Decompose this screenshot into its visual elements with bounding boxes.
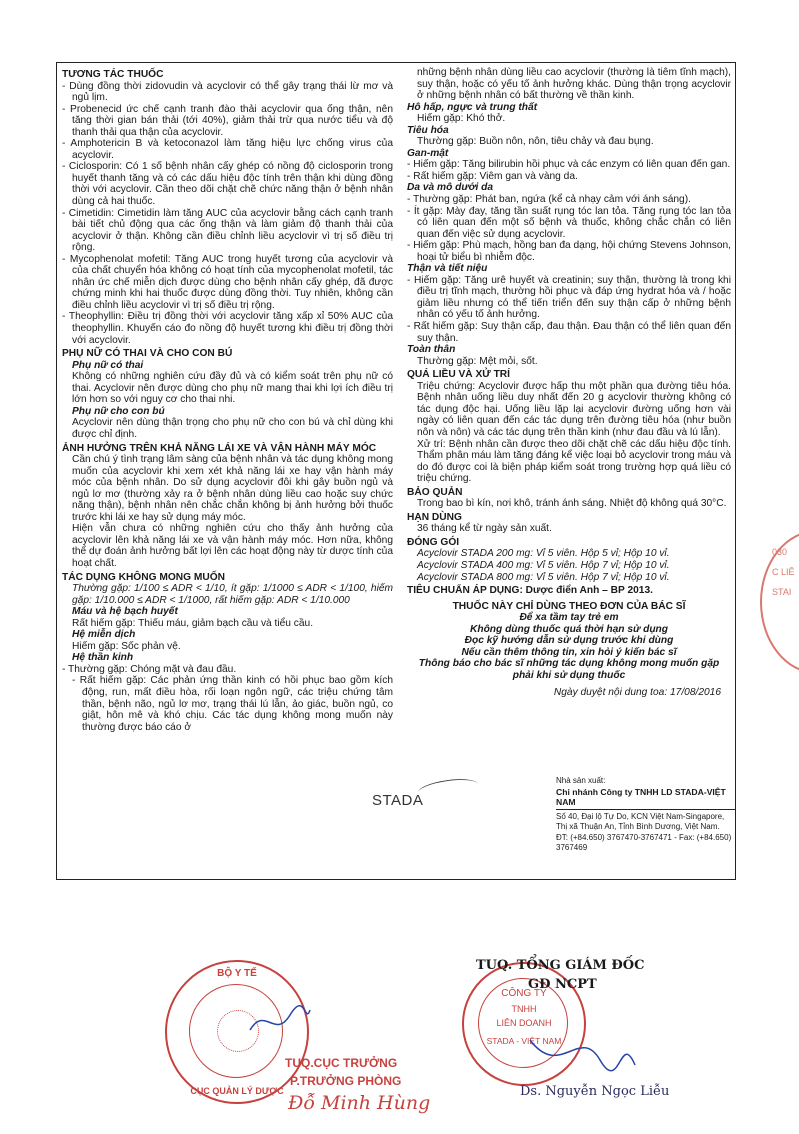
interaction-item: - Amphotericin B và ketoconazol làm tăng hiệu lực chống virus của acyclovir. <box>62 138 393 161</box>
kidney-text: - Hiếm gặp: Tăng urê huyết và creatinin; suy thận, thường là trong khi điều trị tĩnh mạch, thường hồi phục và đáp ứng hydrat hóa và / hoặc giảm liều nhưng có thể tiến triển đến suy thận cấp ở những bệnh nhân có yếu tố ảnh hưởng. <box>407 274 731 321</box>
skin-subheading: Da và mô dưới da <box>407 182 494 194</box>
skin-text: - Ít gặp: Mày đay, tăng tần suất rụng tóc lan tỏa. Tăng rụng tóc lan tỏa có liên quan đến một số bệnh và thuốc, không chắc chắn có liên quan đến việc sử dụng acyclovir. <box>407 205 731 240</box>
approval-date: Ngày duyệt nội dung toa: 17/08/2016 <box>553 687 721 699</box>
liver-text: - Rất hiếm gặp: Viêm gan và vàng da. <box>407 170 578 182</box>
signature-scribble-left <box>245 1000 315 1040</box>
expiry-text: 36 tháng kể từ ngày sản xuất. <box>417 523 552 535</box>
driving-text: Cần chú ý tình trạng lâm sàng của bệnh nhân và tác dụng không mong muốn của acyclovir khi xem xét khả năng lái xe hay vận hành máy móc của bệnh nhân. Do sử dụng acyclovir đôi khi gây buồn ngủ và ngủ lơ mơ (thường xảy ra ở bệnh nhân dùng liều cao hoặc suy chức năng thận), bệnh nhân nên chắc chắn không bị ảnh hưởng bởi thuốc trước khi lái xe hay sử dụng máy móc. <box>72 454 393 523</box>
packaging-item: Acyclovir STADA 400 mg: Vỉ 5 viên. Hộp 7 vỉ; Hộp 10 vỉ. <box>417 559 670 571</box>
right-signatory-title: TUQ. TỔNG GIÁM ĐỐC <box>476 958 645 973</box>
edge-stamp <box>760 530 799 674</box>
gi-text: Thường gặp: Buồn nôn, nôn, tiêu chảy và đau bụng. <box>417 136 654 148</box>
left-signatory-title: P.TRƯỞNG PHÒNG <box>290 1074 402 1088</box>
warning-line: Nếu cần thêm thông tin, xin hỏi ý kiến bác sĩ <box>461 646 677 658</box>
storage-text: Trong bao bì kín, nơi khô, tránh ánh sáng. Nhiệt độ không quá 30°C. <box>417 498 727 510</box>
interactions-heading: TƯƠNG TÁC THUỐC <box>62 69 164 80</box>
pregnancy-text: Không có những nghiên cứu đầy đủ và có kiểm soát trên phụ nữ có thai. Acyclovir nên được dùng cho phụ nữ mang thai khi lợi ích điều trị lớn hơn so với nguy cơ cho thai nhi. <box>72 371 393 406</box>
overdose-symptoms: Triệu chứng: Acyclovir được hấp thu một phần qua đường tiêu hóa. Bệnh nhân uống liều duy nhất đến 20 g acyclovir thường không có tác dụng độc hại. Uống liều lặp lại acyclovir đường uống hơn vài ngày có liên quan đến các tác dụng trên đường tiêu hóa (như buồn nôn và nôn) và các tác dụng trên thần kinh (như đau đầu và lú lẫn). <box>417 380 731 438</box>
manufacturer-phone: ĐT: (+84.650) 3767470-3767471 - Fax: (+84.650) 3767469 <box>556 832 732 852</box>
manufacturer-name: Chi nhánh Công ty TNHH LD STADA-VIỆT NAM <box>556 787 736 810</box>
packaging-heading: ĐÓNG GÓI <box>407 536 460 548</box>
right-column <box>407 67 731 699</box>
adverse-frequency: Thường gặp: 1/100 ≤ ADR < 1/10, ít gặp: 1/1000 ≤ ADR < 1/100, hiếm gặp: 1/10.000 ≤ ADR < 1/1000, rất hiếm gặp: ADR < 1/10.000 <box>72 583 393 606</box>
warning-line: Đọc kỹ hướng dẫn sử dụng trước khi dùng <box>464 635 674 647</box>
blood-text: Rất hiếm gặp: Thiếu máu, giảm bạch cầu và tiểu cầu. <box>72 617 314 629</box>
warning-line: Để xa tầm tay trẻ em <box>519 612 619 624</box>
driving-text: Hiện vẫn chưa có những nghiên cứu cho thấy ảnh hưởng của acyclovir lên khả năng lái xe và vận hành máy móc. Hơn nữa, không thể dự đoán ảnh hưởng bất lợi lên các hoạt động này từ dược tính của hoạt chất. <box>72 523 393 569</box>
interaction-item: - Probenecid ức chế cạnh tranh đào thải acyclovir qua ống thận, nên tăng thời gian bán thải (tới 40%), giảm thải trừ qua nước tiểu và độ thanh thải qua thận của acyclovir. <box>62 103 393 138</box>
adverse-heading: TÁC DỤNG KHÔNG MONG MUỐN <box>62 571 225 583</box>
immune-subheading: Hệ miễn dịch <box>72 629 136 641</box>
skin-text: - Thường gặp: Phát ban, ngứa (kể cả nhạy cảm với ánh sáng). <box>407 194 691 206</box>
general-text: Thường gặp: Mệt mỏi, sốt. <box>417 355 538 367</box>
interaction-item: - Ciclosporin: Có 1 số bệnh nhân cấy ghép có nồng độ ciclosporin trong huyết thanh tăng và có các dấu hiệu độc tính trên thận khi dùng đồng thời với acyclovir. Cần theo dõi chặt chẽ chức năng thận ở bệnh nhân dùng cả hai thuốc. <box>62 161 393 208</box>
overdose-treatment: Xử trí: Bệnh nhân cần được theo dõi chặt chẽ các dấu hiệu độc tính. Thẩm phân máu làm tăng đáng kể việc loại bỏ acyclovir trong máu và do đó được coi là biện pháp kiểm soát trong trường hợp quá liều có triệu chứng. <box>417 438 731 485</box>
ministry-stamp-bottom: CỤC QUẢN LÝ DƯỢC <box>190 1086 284 1096</box>
company-stamp-text: CÔNG TY <box>501 988 547 999</box>
overdose-heading: QUÁ LIỀU VÀ XỬ TRÍ <box>407 369 510 381</box>
resp-text: Hiếm gặp: Khó thở. <box>417 113 506 125</box>
nerve-text: - Thường gặp: Chóng mặt và đau đầu. <box>62 663 237 675</box>
edge-stamp-text: 030 C LIÊ STAI <box>772 547 795 597</box>
nerve-subheading: Hệ thần kinh <box>72 652 134 664</box>
expiry-heading: HẠN DÙNG <box>407 511 462 523</box>
pregnancy-heading: PHỤ NỮ CÓ THAI VÀ CHO CON BÚ <box>62 348 233 360</box>
signature-scribble-right <box>520 1020 640 1080</box>
company-stamp-text: STADA - VIỆT NAM <box>486 1036 562 1046</box>
nerve-text: - Rất hiếm gặp: Các phản ứng thần kinh có hồi phục bao gồm kích động, run, mất điều hòa, rối loạn ngôn ngữ, các triệu chứng tâm thần, bệnh não, ngủ lơ mơ, trạng thái lú lẫn, ảo giác, buồn ngủ, co giật, hôn mê và khó chịu. Các tác dụng không mong muốn này thường được báo cáo ở <box>72 675 393 733</box>
left-column <box>62 67 393 733</box>
skin-text: - Hiếm gặp: Phù mạch, hồng ban đa dạng, hội chứng Stevens Johnson, hoại tử biểu bì nhiễm độc. <box>407 240 731 263</box>
right-signatory-title: GĐ NCPT <box>528 977 597 992</box>
manufacturer-block <box>556 776 736 854</box>
interaction-item: - Mycophenolat mofetil: Tăng AUC trong huyết tương của acyclovir và của chất chuyển hóa không có hoạt tính của mycophenolat mofetil, tác nhân ức chế miễn dịch được dùng cho bệnh nhân cấy ghép, đã được chứng minh khi hai thuốc được dùng đồng thời. Tuy nhiên, không cần điều chỉnh liều acyclovir vì trị số điều trị rộng. <box>62 253 393 311</box>
standard-text: TIÊU CHUẨN ÁP DỤNG: Dược điển Anh – BP 2013. <box>407 585 653 597</box>
company-stamp-text: LIÊN DOANH <box>496 1018 552 1028</box>
right-signatory-name: Ds. Nguyễn Ngọc Liễu <box>520 1084 670 1099</box>
prescription-notice: THUỐC NÀY CHỈ DÙNG THEO ĐƠN CỦA BÁC SĨ <box>452 600 686 612</box>
ministry-stamp-top: BỘ Y TẾ <box>217 968 257 979</box>
resp-subheading: Hô hấp, ngực và trung thất <box>407 101 538 113</box>
packaging-item: Acyclovir STADA 200 mg: Vỉ 5 viên. Hộp 5 vỉ; Hộp 10 vỉ. <box>417 548 670 560</box>
adverse-continued: những bệnh nhân dùng liều cao acyclovir (thường là tiêm tĩnh mạch), suy thận, hoặc có yếu tố ảnh hưởng khác. Dùng thận trọng acyclovir ở những bệnh nhân có bất thường về thần kinh. <box>417 67 731 102</box>
warning-line: Thông báo cho bác sĩ những tác dụng không mong muốn gặp phải khi sử dụng thuốc <box>418 658 720 681</box>
left-signatory-title: TUQ.CỤC TRƯỞNG <box>285 1056 398 1070</box>
interaction-item: - Dùng đồng thời zidovudin và acyclovir có thể gây trạng thái lừ mơ và ngủ lịm. <box>62 80 393 104</box>
warning-line: Không dùng thuốc quá thời hạn sử dụng <box>469 623 669 635</box>
packaging-item: Acyclovir STADA 800 mg: Vỉ 5 viên. Hộp 7 vỉ; Hộp 10 vỉ. <box>417 571 670 583</box>
interaction-item: - Cimetidin: Cimetidin làm tăng AUC của acyclovir bằng cách cạnh tranh bài tiết chủ động qua các ống thận và làm giảm độ thanh thải của acyclovir ở thận. Không cần điều chỉnh liều acyclovir vì trị số điều trị rộng. <box>62 207 393 254</box>
liver-subheading: Gan-mật <box>407 147 449 159</box>
document-frame <box>56 62 736 880</box>
breastfeeding-text: Acyclovir nên dùng thận trọng cho phụ nữ cho con bú và chỉ dùng khi được chỉ định. <box>72 417 393 440</box>
company-stamp-text: TNHH <box>511 1004 537 1014</box>
interaction-item: - Theophyllin: Điều trị đồng thời với acyclovir tăng xấp xỉ 50% AUC của theophyllin. Khuyến cáo đo nồng độ huyết tương khi điều trị đồng thời với acyclovir. <box>62 311 393 346</box>
kidney-text: - Rất hiếm gặp: Suy thận cấp, đau thận. Đau thận có thể liên quan đến suy thận. <box>407 321 731 344</box>
storage-heading: BẢO QUẢN <box>407 486 463 498</box>
liver-text: - Hiếm gặp: Tăng bilirubin hồi phục và các enzym có liên quan đến gan. <box>407 159 731 171</box>
immune-text: Hiếm gặp: Sốc phản vệ. <box>72 640 181 652</box>
kidney-subheading: Thận và tiết niệu <box>407 263 488 275</box>
general-subheading: Toàn thân <box>407 344 456 356</box>
left-signatory-name: Đỗ Minh Hùng <box>288 1092 431 1114</box>
blood-subheading: Máu và hệ bạch huyết <box>72 606 178 618</box>
gi-subheading: Tiêu hóa <box>407 124 449 136</box>
manufacturer-label: Nhà sản xuất: <box>556 776 606 785</box>
driving-heading: ẢNH HƯỞNG TRÊN KHẢ NĂNG LÁI XE VÀ VẬN HÀNH MÁY MÓC <box>62 442 377 454</box>
stada-logo: STADA <box>372 792 424 809</box>
breastfeeding-subheading: Phụ nữ cho con bú <box>72 405 165 417</box>
manufacturer-address: Thị xã Thuận An, Tỉnh Bình Dương, Việt Nam. <box>556 822 720 831</box>
pregnancy-subheading: Phụ nữ có thai <box>72 359 144 371</box>
manufacturer-address: Số 40, Đại lộ Tự Do, KCN Việt Nam-Singapore, <box>556 811 725 821</box>
